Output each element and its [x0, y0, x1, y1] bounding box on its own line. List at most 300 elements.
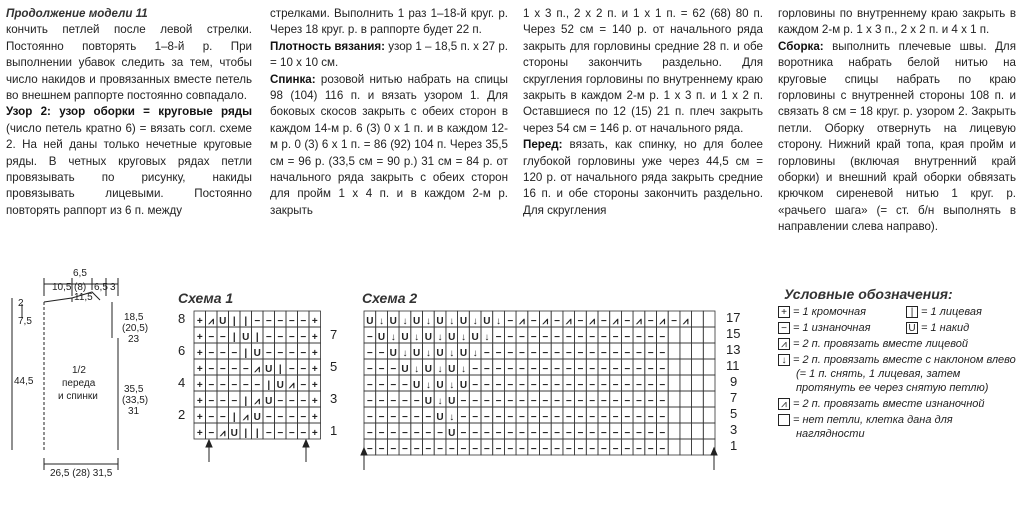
stitch-symbol: −: [600, 348, 607, 359]
stitch-symbol: −: [495, 412, 502, 423]
stitch-symbol: −: [659, 364, 666, 375]
scheme1-title: Схема 1: [178, 290, 234, 306]
stitch-symbol: −: [530, 396, 537, 407]
stitch-symbol: −: [624, 412, 631, 423]
stitch-symbol: U: [413, 380, 421, 391]
stitch-symbol: ↓: [449, 412, 455, 423]
grid-cell: [703, 343, 715, 359]
pattern-top-right: 6,5: [94, 282, 108, 293]
stitch-symbol: −: [378, 396, 385, 407]
stitch-symbol: −: [242, 364, 249, 375]
scheme2-row-17: 17: [726, 310, 741, 325]
stitch-symbol: −: [378, 412, 385, 423]
stitch-symbol: −: [495, 332, 502, 343]
stitch-symbol: U: [401, 332, 409, 343]
stitch-symbol: U: [459, 380, 468, 391]
stitch-symbol: −: [554, 332, 560, 343]
stitch-symbol: −: [483, 348, 490, 359]
pattern-left-main: 44,5: [14, 376, 34, 387]
stitch-symbol: −: [472, 380, 479, 391]
grid-cell: [680, 343, 692, 359]
edge-stitch-icon: +: [778, 306, 790, 318]
stitch-symbol: −: [530, 412, 537, 423]
pattern-center-2: переда: [62, 378, 96, 389]
stitch-symbol: −: [589, 396, 596, 407]
stitch-symbol: −: [208, 412, 215, 423]
stitch-symbol: −: [542, 348, 549, 359]
stitch-symbol: −: [366, 332, 373, 343]
stitch-symbol: −: [624, 316, 631, 327]
stitch-symbol: ↓: [460, 332, 466, 343]
stitch-symbol: −: [519, 412, 525, 423]
grid-cell: [703, 359, 715, 375]
stitch-symbol: −: [647, 396, 654, 407]
stitch-symbol: −: [483, 364, 490, 375]
stitch-symbol: −: [231, 396, 238, 407]
stitch-symbol: −: [413, 396, 420, 407]
legend-row-p2tog: [778, 397, 1018, 411]
gauge-heading: Плотность вязания:: [270, 39, 385, 53]
stitch-symbol: |: [244, 348, 248, 359]
pattern-right-top-2: (20,5): [122, 323, 149, 334]
legend-row-nostitch: [778, 413, 1018, 441]
stitch-symbol: +: [196, 412, 203, 423]
front-text: вязать, как спинку, но для более глубокой горловины уже через 44,5 см = 120 р. от начального ряда закрыть средние 16 п. и обе стороны закончить раздельно. Для скругления: [523, 138, 763, 217]
stitch-symbol: ↓: [379, 316, 385, 327]
stitch-symbol: −: [231, 380, 238, 391]
stitch-symbol: ⩘: [254, 364, 261, 375]
stitch-symbol: +: [311, 348, 318, 359]
scheme2-row-3: 3: [730, 422, 738, 437]
stitch-symbol: −: [600, 332, 607, 343]
stitch-symbol: +: [196, 332, 203, 343]
stitch-symbol: −: [472, 444, 479, 455]
stitch-symbol: −: [554, 380, 560, 391]
stitch-symbol: ↓: [449, 348, 455, 359]
stitch-symbol: −: [288, 412, 295, 423]
pattern-left-small-1: 2: [18, 298, 24, 309]
stitch-symbol: −: [507, 316, 514, 327]
stitch-symbol: U: [253, 348, 261, 359]
pattern-top-left: 10,5: [52, 282, 72, 293]
stitch-symbol: −: [219, 332, 226, 343]
stitch-symbol: U: [401, 364, 409, 375]
stitch-symbol: −: [577, 316, 584, 327]
stitch-symbol: −: [300, 332, 307, 343]
grid-cell: [703, 423, 715, 439]
stitch-symbol: U: [424, 396, 432, 407]
grid-cell: [703, 375, 715, 391]
stitch-symbol: −: [390, 428, 397, 439]
stitch-symbol: −: [448, 444, 455, 455]
grid-cell: [680, 439, 692, 455]
stitch-symbol: −: [577, 428, 584, 439]
legend-row-ssk: [778, 353, 1018, 395]
stitch-symbol: −: [647, 332, 654, 343]
legend-row-k2tog: [778, 337, 1018, 351]
stitch-symbol: U: [448, 364, 456, 375]
stitch-symbol: −: [483, 412, 490, 423]
grid-cell: [668, 327, 680, 343]
stitch-symbol: −: [507, 348, 514, 359]
stitch-symbol: −: [589, 332, 596, 343]
stitch-symbol: −: [554, 412, 560, 423]
stitch-symbol: U: [242, 332, 250, 343]
stitch-symbol: ⩘: [254, 396, 261, 407]
stitch-symbol: |: [232, 412, 236, 423]
pattern-center-3: и спинки: [58, 391, 98, 402]
stitch-symbol: −: [288, 332, 295, 343]
stitch-symbol: −: [612, 380, 619, 391]
stitch-symbol: −: [589, 444, 596, 455]
scheme1-left-6: 6: [178, 343, 186, 358]
stitch-symbol: −: [507, 412, 514, 423]
grid-cell: [692, 343, 704, 359]
assembly-heading: Сборка:: [778, 39, 824, 53]
stitch-symbol: −: [472, 412, 479, 423]
stitch-symbol: −: [300, 412, 307, 423]
stitch-symbol: −: [208, 332, 215, 343]
stitch-symbol: −: [288, 348, 295, 359]
grid-cell: [668, 343, 680, 359]
legend-yo: = 1 накид: [921, 322, 970, 334]
stitch-symbol: −: [636, 332, 642, 343]
pattern-right-bottom-3: 31: [128, 406, 140, 417]
stitch-symbol: −: [519, 364, 525, 375]
stitch-symbol: U: [265, 396, 273, 407]
stitch-symbol: |: [232, 316, 236, 327]
legend-row-purl-yo: [778, 321, 1018, 335]
stitch-symbol: +: [311, 380, 318, 391]
stitch-symbol: −: [300, 396, 307, 407]
stitch-symbol: ⩘: [219, 428, 226, 439]
stitch-symbol: −: [265, 348, 272, 359]
stitch-symbol: −: [577, 364, 584, 375]
stitch-symbol: −: [390, 412, 397, 423]
stitch-symbol: −: [413, 428, 420, 439]
stitch-symbol: −: [565, 364, 572, 375]
stitch-symbol: −: [366, 364, 373, 375]
stitch-symbol: −: [565, 444, 572, 455]
stitch-symbol: −: [565, 348, 572, 359]
stitch-symbol: −: [495, 380, 502, 391]
stitch-symbol: U: [436, 380, 444, 391]
scheme2-title: Схема 2: [362, 290, 418, 306]
grid-cell: [680, 423, 692, 439]
stitch-symbol: −: [565, 412, 572, 423]
stitch-symbol: −: [589, 412, 596, 423]
stitch-symbol: −: [366, 428, 373, 439]
knit-stitch-icon: |: [906, 306, 918, 318]
stitch-symbol: −: [624, 428, 631, 439]
grid-cell: [680, 407, 692, 423]
scheme2-row-7: 7: [730, 390, 738, 405]
scheme2-row-13: 13: [726, 342, 741, 357]
stitch-symbol: U: [471, 332, 479, 343]
stitch-symbol: −: [288, 316, 295, 327]
stitch-symbol: −: [425, 444, 432, 455]
stitch-symbol: −: [390, 444, 397, 455]
stitch-symbol: −: [378, 364, 385, 375]
scheme1-grid: [194, 311, 321, 439]
stitch-symbol: −: [624, 380, 631, 391]
pattern-top-num-2: (8): [74, 282, 87, 293]
stitch-symbol: −: [554, 364, 560, 375]
legend-k2tog: = 2 п. провязать вместе лицевой: [793, 338, 968, 350]
stitch-symbol: −: [288, 396, 295, 407]
stitch-symbol: −: [612, 332, 619, 343]
scheme2-row-labels: [726, 310, 740, 453]
stitch-symbol: −: [659, 396, 666, 407]
scheme2-grid: [364, 311, 715, 455]
scheme2-row-15: 15: [726, 326, 741, 341]
stitch-symbol: −: [390, 396, 397, 407]
back-text: розовой нитью набрать на спицы 98 (104) 116 п. и вязать узором 1. Для боковых скосов закрыть с обеих сторон в каждом 14-м р. 6 (3) 0 х 1 п. и в каждом 12-м р. 0 (3) 6 х 1 п. = 86 (92) 104 п. Через 35,5 см = 96 р. (33,5 см = 90 р.) 31 см = 84 р. от начального ряда закрыть с обеих сторон для пройм 1 х 4 п. и в каждом 2-м р. закрыть: [270, 72, 508, 217]
stitch-symbol: −: [600, 316, 607, 327]
stitch-symbol: −: [300, 428, 307, 439]
stitch-symbol: ↓: [390, 332, 396, 343]
stitch-symbol: −: [659, 332, 666, 343]
stitch-symbol: −: [378, 348, 385, 359]
stitch-symbol: U: [219, 316, 227, 327]
stitch-symbol: −: [636, 396, 642, 407]
stitch-symbol: −: [647, 444, 654, 455]
stitch-symbol: −: [437, 444, 443, 455]
stitch-symbol: ↓: [437, 364, 443, 375]
stitch-symbol: −: [366, 444, 373, 455]
stitch-symbol: −: [636, 364, 642, 375]
grid-cell: [692, 423, 704, 439]
stitch-symbol: +: [311, 396, 318, 407]
stitch-symbol: ↓: [425, 348, 431, 359]
stitch-symbol: |: [232, 332, 236, 343]
stitch-symbol: −: [600, 428, 607, 439]
knit-two-together-icon: ⩘: [778, 338, 790, 350]
stitch-symbol: −: [378, 380, 385, 391]
stitch-symbol: U: [377, 332, 386, 343]
legend-edge: = 1 кромочная: [793, 306, 866, 318]
stitch-symbol: −: [437, 428, 443, 439]
purl-stitch-icon: −: [778, 322, 790, 334]
stitch-symbol: −: [577, 396, 584, 407]
stitch-symbol: −: [277, 332, 284, 343]
stitch-symbol: −: [231, 364, 238, 375]
stitch-symbol: U: [265, 364, 273, 375]
stitch-symbol: −: [519, 348, 525, 359]
stitch-symbol: −: [530, 316, 537, 327]
stitch-symbol: −: [636, 412, 642, 423]
stitch-symbol: ⩘: [589, 316, 595, 327]
grid-cell: [668, 439, 680, 455]
stitch-symbol: U: [424, 332, 432, 343]
grid-cell: [703, 311, 715, 327]
stitch-symbol: ⩘: [519, 316, 525, 327]
stitch-symbol: −: [589, 364, 596, 375]
stitch-symbol: −: [472, 396, 479, 407]
stitch-symbol: ↓: [425, 316, 431, 327]
stitch-symbol: U: [413, 348, 421, 359]
stitch-symbol: −: [495, 348, 502, 359]
stitch-symbol: −: [659, 412, 666, 423]
stitch-symbol: −: [565, 380, 572, 391]
stitch-symbol: −: [612, 428, 619, 439]
stitch-symbol: −: [530, 444, 537, 455]
stitch-symbol: U: [436, 316, 444, 327]
stitch-symbol: −: [277, 412, 284, 423]
stitch-symbol: −: [577, 348, 584, 359]
grid-cell: [692, 439, 704, 455]
stitch-symbol: −: [265, 316, 272, 327]
grid-cell: [692, 375, 704, 391]
stitch-symbol: −: [208, 364, 215, 375]
assembly-text: выполнить плечевые швы. Для воротника набрать белой нитью на круговые спицы набрать по краю горловины с внутренней стороны 108 п. и связать 8 см = 18 круг. р. узором 2. Закрыть петли. Оборку отвернуть на лицевую сторону. Нижний край топа, края пройм и горловины (включая внутренний край оборки) и внешний край оборки обвязать крючком сиреневой нитью 1 круг. р. «рачьего шага» (= ст. б/н выполнять в направлении слева направо).: [778, 39, 1016, 234]
stitch-symbol: ⩘: [288, 380, 295, 391]
stitch-symbol: ⩘: [612, 316, 619, 327]
stitch-symbol: −: [483, 444, 490, 455]
back-heading: Спинка:: [270, 72, 316, 86]
stitch-symbol: −: [402, 396, 408, 407]
stitch-symbol: −: [636, 348, 642, 359]
stitch-symbol: −: [519, 332, 525, 343]
stitch-symbol: |: [244, 428, 248, 439]
stitch-symbol: −: [507, 396, 514, 407]
stitch-symbol: −: [402, 428, 408, 439]
stitch-symbol: U: [459, 316, 468, 327]
stitch-symbol: −: [254, 380, 261, 391]
stitch-symbol: −: [554, 396, 560, 407]
stitch-symbol: ↓: [484, 332, 490, 343]
stitch-symbol: +: [311, 332, 318, 343]
stitch-symbol: −: [647, 316, 654, 327]
stitch-symbol: U: [483, 316, 491, 327]
stitch-symbol: −: [542, 364, 549, 375]
stitch-symbol: −: [277, 396, 284, 407]
stitch-symbol: −: [565, 332, 572, 343]
stitch-symbol: |: [255, 332, 259, 343]
pattern-top-num-3: 11,5: [74, 292, 93, 303]
stitch-symbol: −: [219, 364, 226, 375]
grid-cell: [668, 359, 680, 375]
pattern-top-num-1: 6,5: [73, 268, 87, 279]
stitch-symbol: −: [413, 444, 420, 455]
stitch-symbol: −: [242, 380, 249, 391]
stitch-symbol: ⩘: [542, 316, 549, 327]
stitch-symbol: −: [366, 380, 373, 391]
stitch-symbol: −: [612, 444, 619, 455]
stitch-symbol: +: [311, 316, 318, 327]
stitch-symbol: −: [647, 380, 654, 391]
stitch-symbol: −: [612, 348, 619, 359]
stitch-symbol: −: [589, 348, 596, 359]
stitch-symbol: −: [659, 348, 666, 359]
stitch-symbol: ⩘: [636, 316, 642, 327]
stitch-symbol: −: [636, 380, 642, 391]
stitch-symbol: −: [507, 332, 514, 343]
stitch-symbol: U: [389, 316, 397, 327]
stitch-symbol: −: [208, 348, 215, 359]
col1-paragraph-2: (число петель кратно 6) = вязать согл. схеме 2. На ней даны только нечетные круговые ряды. В четных круговых рядах петли провязывать по рисунку, накиды провязывать лицевыми. Постоянно повторять раппорт из 6 п. между: [6, 121, 252, 217]
stitch-symbol: −: [208, 428, 215, 439]
stitch-symbol: −: [402, 444, 408, 455]
scheme1-left-8: 8: [178, 311, 186, 326]
stitch-symbol: −: [495, 396, 502, 407]
stitch-symbol: −: [483, 396, 490, 407]
stitch-symbol: −: [565, 396, 572, 407]
stitch-symbol: ↓: [472, 316, 478, 327]
stitch-symbol: U: [230, 428, 238, 439]
col4-paragraph-1: горловины по внутреннему краю закрыть в каждом 2-м р. 1 х 3 п., 2 х 2 п. и 4 х 1 п.: [778, 7, 1016, 37]
scheme1-left-2: 2: [178, 407, 186, 422]
stitch-symbol: U: [276, 380, 284, 391]
scheme1-right-7: 7: [330, 327, 338, 342]
stitch-symbol: +: [311, 364, 318, 375]
stitch-symbol: −: [612, 364, 619, 375]
scheme1-right-1: 1: [330, 423, 338, 438]
pattern-right-top-3: 23: [128, 334, 140, 345]
stitch-symbol: −: [647, 412, 654, 423]
stitch-symbol: −: [530, 364, 537, 375]
stitch-symbol: U: [366, 316, 374, 327]
stitch-symbol: −: [378, 444, 385, 455]
stitch-symbol: −: [554, 428, 560, 439]
stitch-symbol: U: [436, 348, 444, 359]
stitch-symbol: −: [460, 428, 467, 439]
stitch-symbol: −: [600, 380, 607, 391]
legend-purl: = 1 изнаночная: [793, 322, 871, 334]
scheme2-row-5: 5: [730, 406, 738, 421]
stitch-symbol: −: [390, 364, 397, 375]
legend-title: Условные обозначения:: [784, 286, 953, 302]
stitch-symbol: ↓: [414, 332, 420, 343]
stitch-symbol: ↓: [496, 316, 502, 327]
stitch-symbol: −: [647, 428, 654, 439]
grid-cell: [680, 375, 692, 391]
stitch-symbol: −: [495, 364, 502, 375]
stitch-symbol: |: [244, 316, 248, 327]
stitch-symbol: ⩘: [242, 412, 249, 423]
stitch-symbol: −: [425, 428, 432, 439]
stitch-symbol: −: [542, 444, 549, 455]
stitch-symbol: U: [448, 332, 456, 343]
stitch-symbol: ↓: [402, 316, 408, 327]
stitch-symbol: −: [402, 412, 408, 423]
grid-cell: [692, 407, 704, 423]
stitch-symbol: U: [448, 396, 456, 407]
stitch-symbol: −: [519, 428, 525, 439]
stitch-symbol: −: [647, 348, 654, 359]
stitch-symbol: −: [659, 444, 666, 455]
stitch-symbol: −: [366, 396, 373, 407]
stitch-symbol: |: [244, 396, 248, 407]
stitch-symbol: −: [208, 396, 215, 407]
grid-cell: [703, 407, 715, 423]
stitch-symbol: −: [542, 332, 549, 343]
stitch-symbol: −: [600, 364, 607, 375]
model-heading: Продолжение модели 11: [6, 7, 148, 20]
stitch-symbol: −: [577, 412, 584, 423]
stitch-symbol: −: [530, 332, 537, 343]
stitch-symbol: −: [519, 444, 525, 455]
stitch-symbol: ↓: [437, 396, 443, 407]
stitch-symbol: −: [460, 412, 467, 423]
stitch-symbol: U: [253, 412, 261, 423]
stitch-symbol: ↓: [414, 364, 420, 375]
stitch-symbol: −: [542, 412, 549, 423]
stitch-symbol: −: [519, 396, 525, 407]
pattern-right-top-1: 18,5: [124, 312, 144, 323]
stitch-symbol: ↓: [437, 332, 443, 343]
stitch-symbol: −: [589, 380, 596, 391]
